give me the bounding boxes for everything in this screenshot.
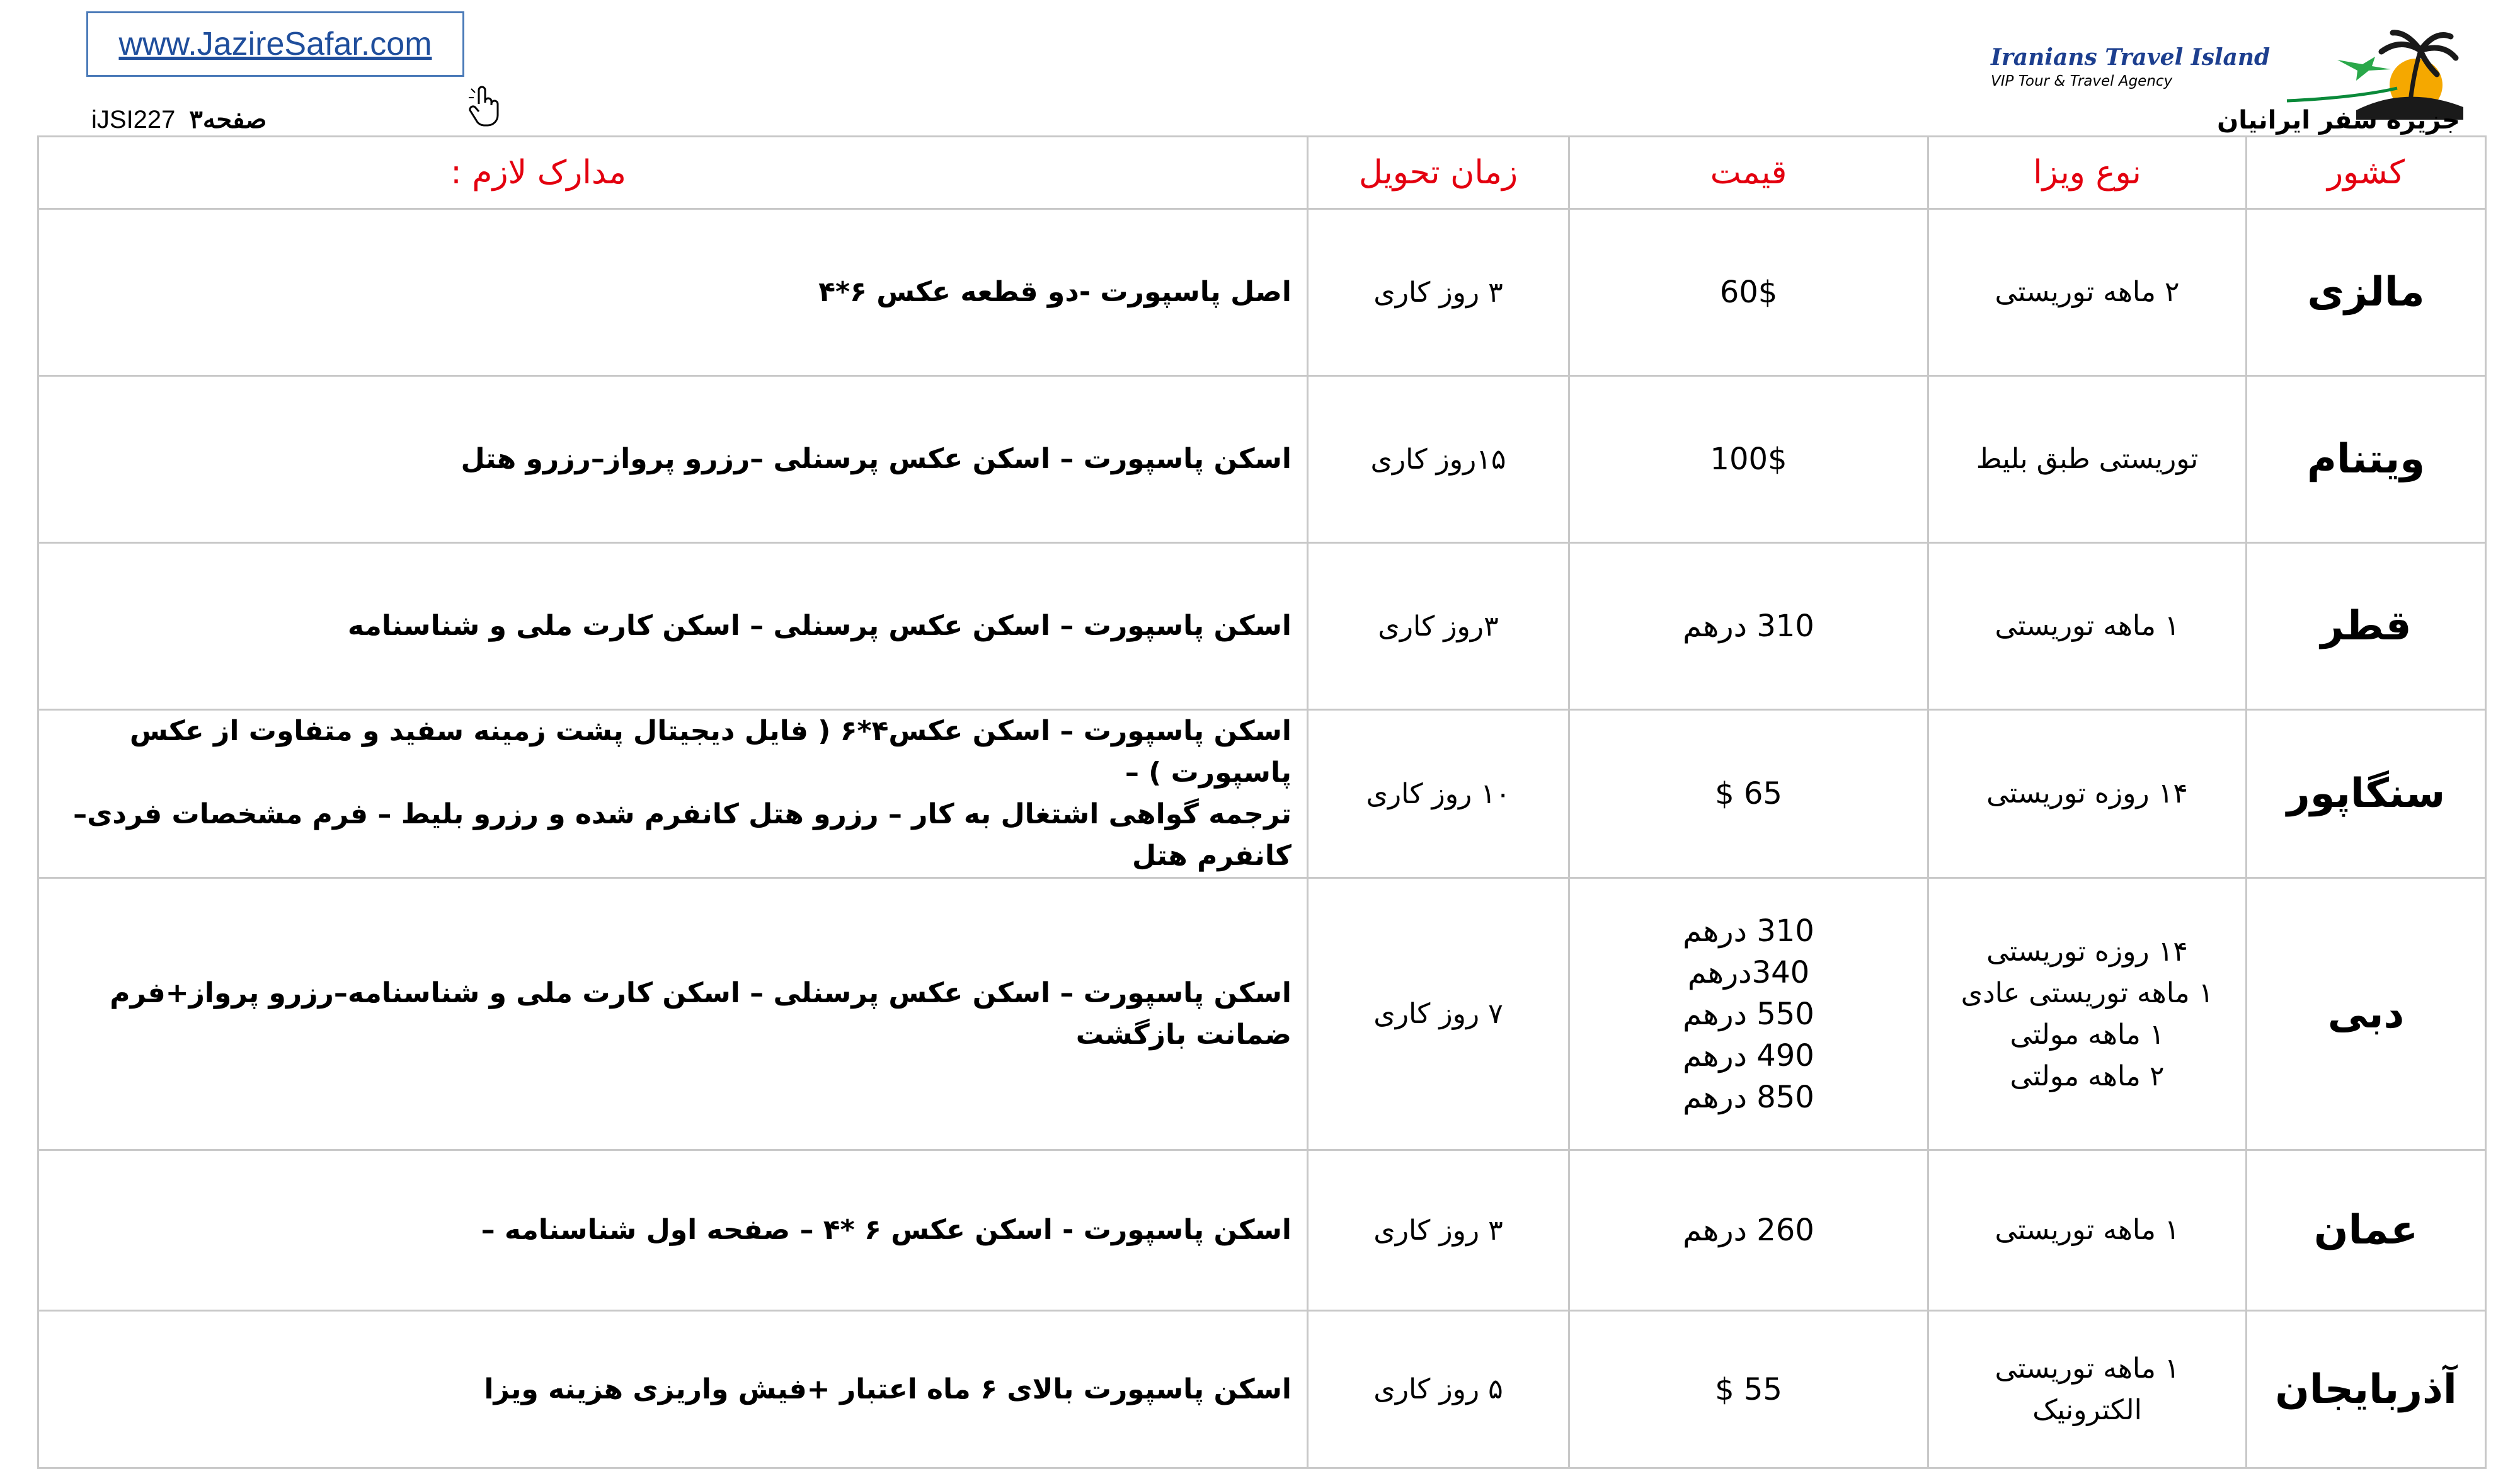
visa-type-cell: ۱ ماهه توریستی الکترونیک: [1928, 1311, 2247, 1468]
country-cell: عمان: [2247, 1150, 2486, 1311]
table-row: [38, 710, 2486, 878]
price-cell: 310 درهم 340درهم 550 درهم 490 درهم 850 درهم: [1569, 878, 1928, 1150]
logo-tagline: VIP Tour & Travel Agency: [1991, 73, 2173, 89]
header-visa-type: نوع ویزا: [1928, 137, 2247, 209]
table-row: [38, 209, 2486, 376]
delivery-cell: ۳روز کاری: [1308, 543, 1569, 710]
delivery-cell: ۷ روز کاری: [1308, 878, 1569, 1150]
hand-cursor-icon: [466, 85, 504, 129]
price-cell: 65 $: [1569, 710, 1928, 878]
visa-type-cell: ۱ ماهه توریستی: [1928, 1150, 2247, 1311]
documents-cell: اصل پاسپورت -دو قطعه عکس ۶*۴: [38, 209, 1308, 376]
visa-type-cell: ۱۴ روزه توریستی ۱ ماهه توریستی عادی ۱ ماهه مولتی ۲ ماهه مولتی: [1928, 878, 2247, 1150]
country-cell: قطر: [2247, 543, 2486, 710]
documents-cell: اسکن پاسپورت – اسکن عکس۴*۶ ( فایل دیجیتال پشت زمینه سفید و متفاوت از عکس پاسپورت ) – ترجمه گواهی اشتغال به کار – رزرو هتل کانفرم شده و رزرو بلیط – فرم مشخصات فردی–کانفرم هتل: [38, 710, 1308, 878]
table-row: [38, 543, 2486, 710]
header-delivery: زمان تحویل: [1308, 137, 1569, 209]
visa-table: [37, 135, 2487, 1469]
table-row: [38, 878, 2486, 1150]
documents-cell: اسکن پاسپورت بالای ۶ ماه اعتبار +فیش واریزی هزینه ویزا: [38, 1311, 1308, 1468]
documents-cell: اسکن پاسپورت – اسکن عکس پرسنلی – اسکن کارت ملی و شناسنامه: [38, 543, 1308, 710]
table-row: [38, 376, 2486, 543]
page-code: iJSI227: [91, 105, 176, 134]
agency-logo: [1991, 25, 2470, 148]
visa-type-cell: ۱ ماهه توریستی: [1928, 543, 2247, 710]
documents-cell: اسکن پاسپورت – اسکن عکس پرسنلی –رزرو پرواز–رزرو هتل: [38, 376, 1308, 543]
country-cell: ویتنام: [2247, 376, 2486, 543]
visa-type-cell: توریستی طبق بلیط: [1928, 376, 2247, 543]
page-number: صفحه۳: [189, 106, 267, 134]
price-cell: 55 $: [1569, 1311, 1928, 1468]
table-header-row: [38, 137, 2486, 209]
visa-type-cell: ۱۴ روزه توریستی: [1928, 710, 2247, 878]
country-cell: آذربایجان: [2247, 1311, 2486, 1468]
price-cell: 310 درهم: [1569, 543, 1928, 710]
delivery-cell: ۱۰ روز کاری: [1308, 710, 1569, 878]
country-cell: دبی: [2247, 878, 2486, 1150]
price-cell: 60$: [1569, 209, 1928, 376]
delivery-cell: ۵ روز کاری: [1308, 1311, 1569, 1468]
visa-type-cell: ۲ ماهه توریستی: [1928, 209, 2247, 376]
header-price: قیمت: [1569, 137, 1928, 209]
price-cell: 100$: [1569, 376, 1928, 543]
price-cell: 260 درهم: [1569, 1150, 1928, 1311]
country-cell: سنگاپور: [2247, 710, 2486, 878]
logo-name-en: Iranians Travel Island: [1991, 44, 2271, 71]
logo-name-fa: جزیره سفر ایرانیان: [2217, 106, 2460, 135]
page-reference: [91, 101, 266, 139]
website-link[interactable]: www.JazireSafar.com: [86, 11, 464, 77]
delivery-cell: ۱۵روز کاری: [1308, 376, 1569, 543]
delivery-cell: ۳ روز کاری: [1308, 1150, 1569, 1311]
country-cell: مالزی: [2247, 209, 2486, 376]
table-row: [38, 1311, 2486, 1468]
header-documents: مدارک لازم :: [38, 137, 1308, 209]
documents-cell: اسکن پاسپورت – اسکن عکس پرسنلی – اسکن کارت ملی و شناسنامه–رزرو پرواز+فرم ضمانت بازگشت: [38, 878, 1308, 1150]
table-row: [38, 1150, 2486, 1311]
delivery-cell: ۳ روز کاری: [1308, 209, 1569, 376]
header-country: کشور: [2247, 137, 2486, 209]
documents-cell: اسکن پاسپورت - اسکن عکس ۶ *۴ – صفحه اول شناسنامه –: [38, 1150, 1308, 1311]
